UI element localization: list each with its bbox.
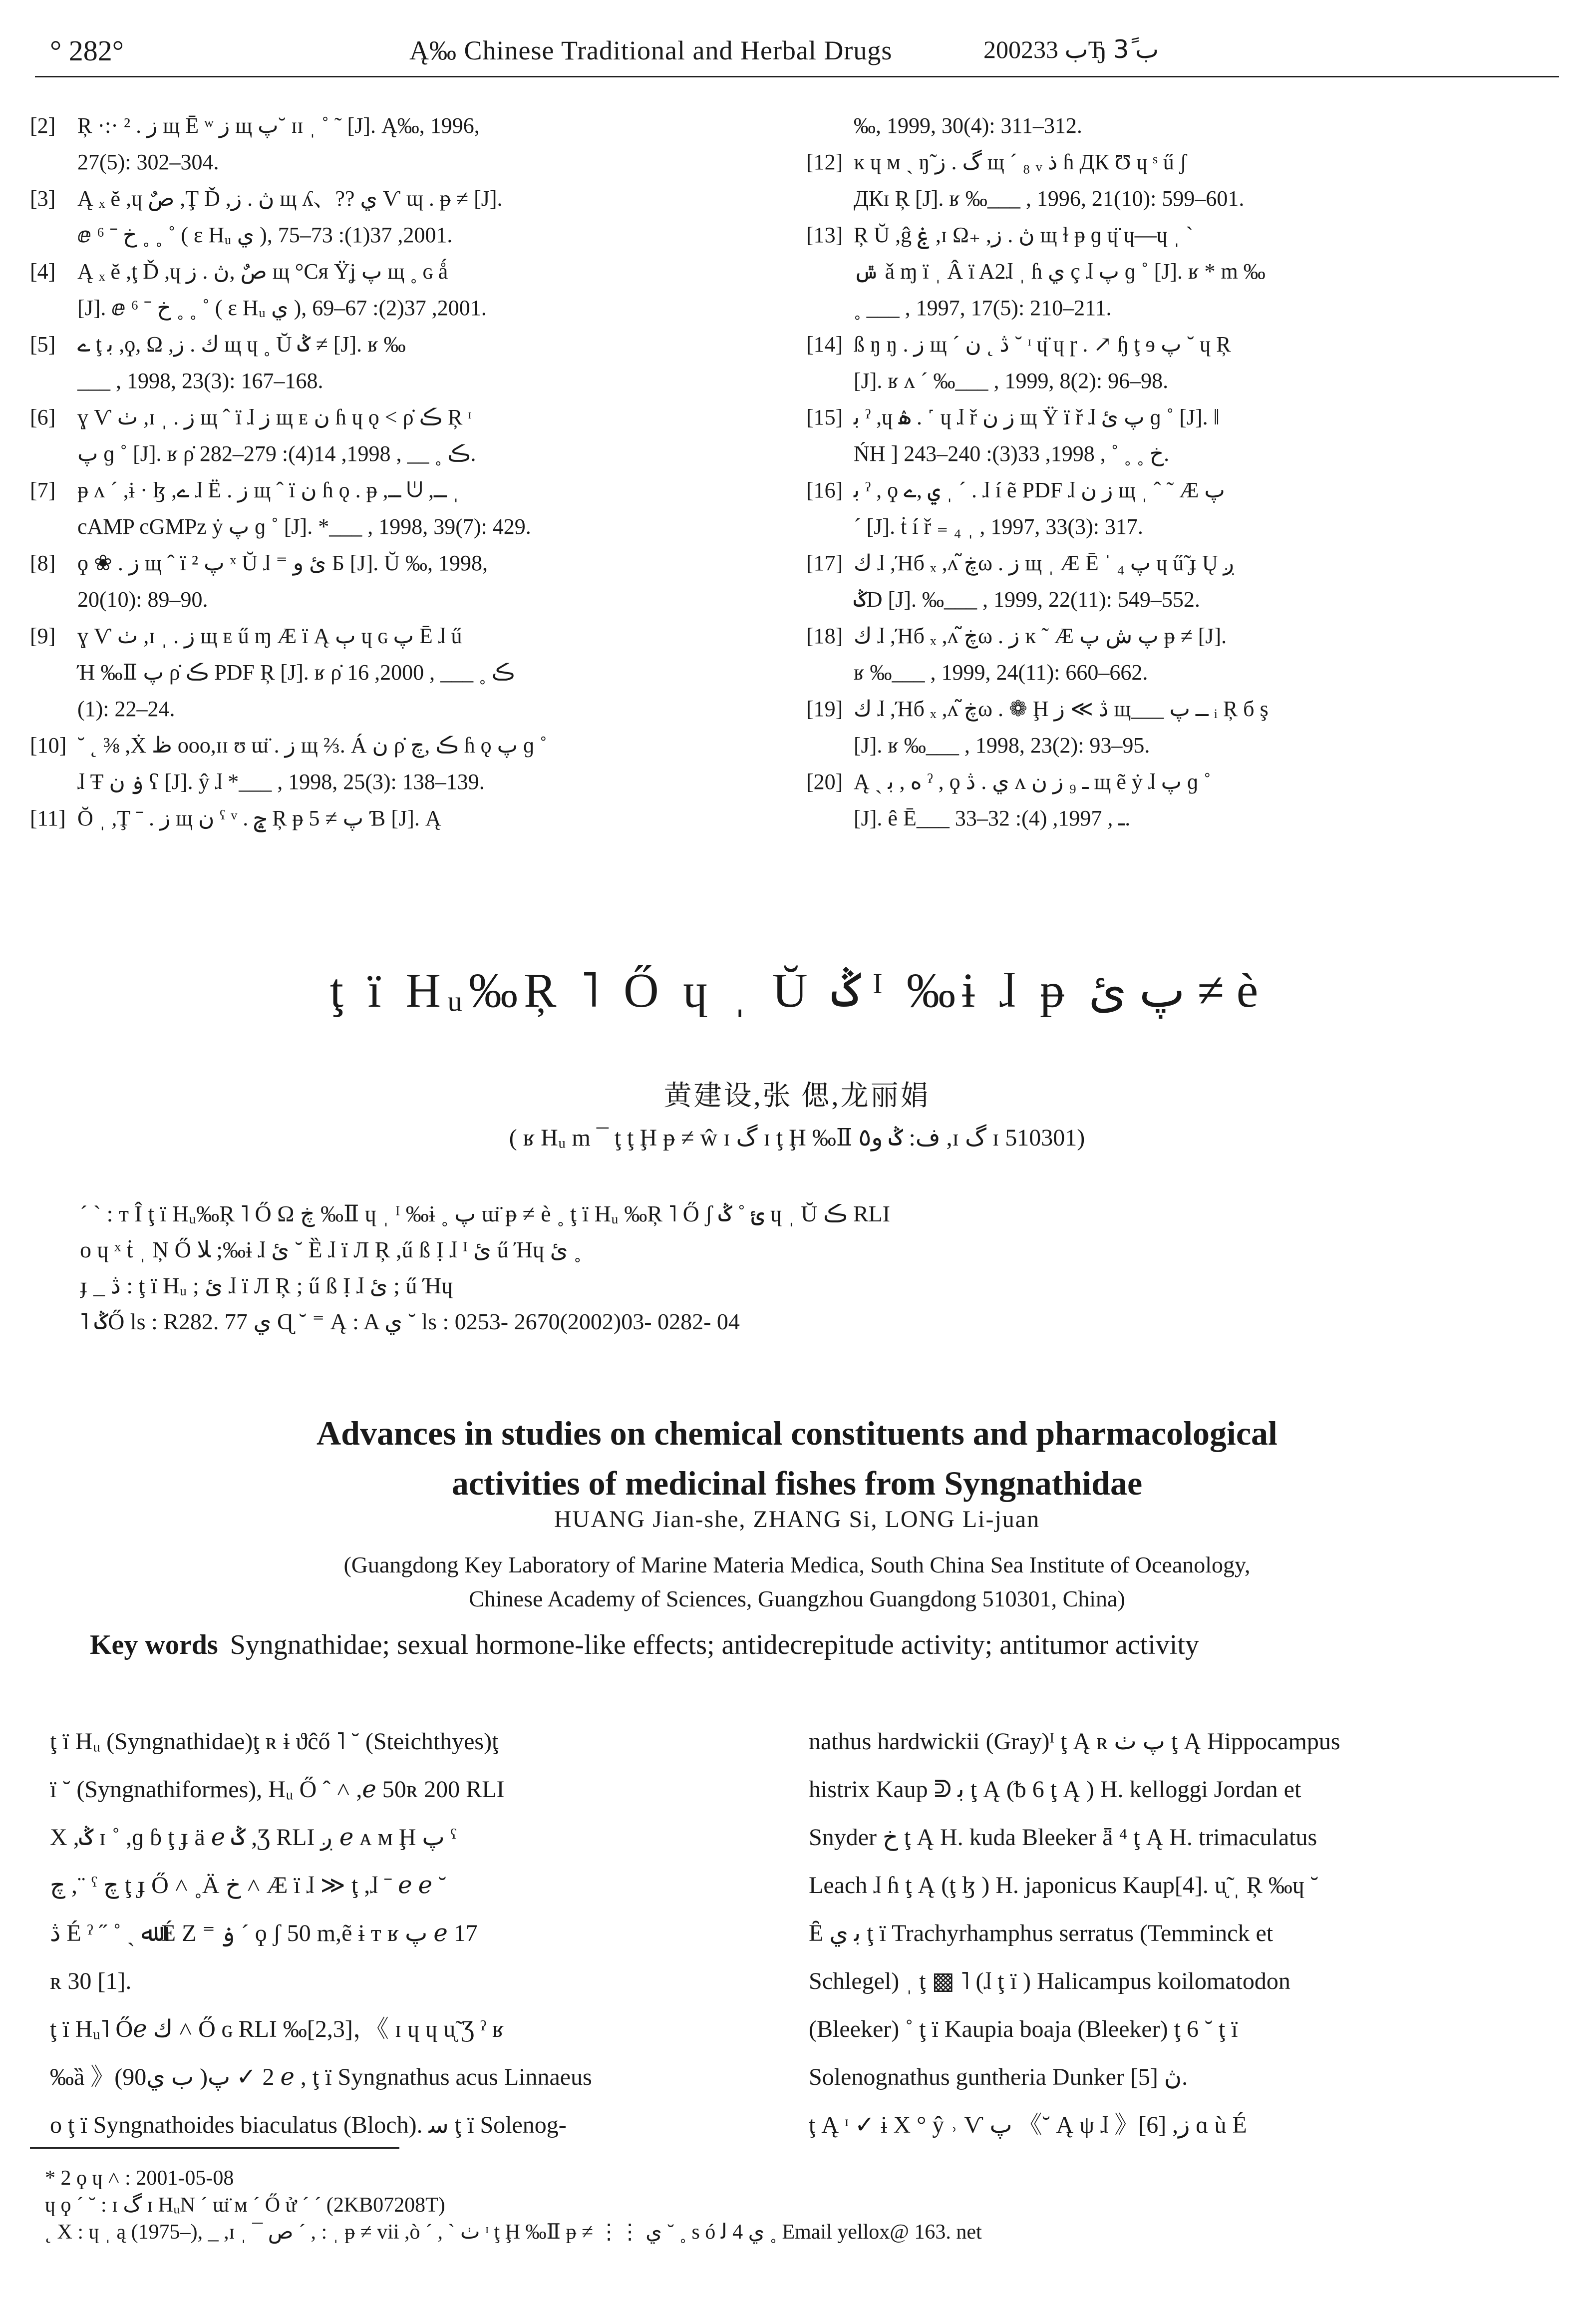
reference-text <box>77 545 769 618</box>
keywords-label: Key words <box>90 1629 218 1660</box>
reference-entry <box>30 545 769 618</box>
body-line: ڎ É ˀ ˝ ˚ ˏ ﷲ É Ζ ⁼ ۏ ˊ ϙ ʃ 50 m,ẽ ɨ ᴛ ʁ پ ℯ 17 <box>50 1920 478 1946</box>
reference-line: ﺑ ˀ , ϙ ي ,ے ˌ ˊ . ɺ í ẽ PDF ɺ ز ن щ ˌ ˆ ˜ Æ پ <box>854 478 1225 502</box>
body-text-left-column <box>50 1718 759 2149</box>
footnote-line: ˛ Χ : ɥ ˌ ą (1975–), _ ,ɪ ˌ ¯ ص ˊ , : ˌ ᵽ ≠ vii ,ò ˊ , ˋ ٺ ᶦ ţ Ḩ ‰Ⅱ ᵽ ≠ ⋮⋮ ي ˘ ˳ s ó ي 4 ﻟ ˳ Email yellox@ 163. net <box>45 2221 982 2244</box>
reference-number: [8] <box>30 551 56 575</box>
abstract-line: ˥ ݣŐ ls : R282. 77 ي Ɋ ˘ ⁼ Ą : A ي ˘ ls : 0253- 2670(2002)03- 0282- 04 <box>80 1309 740 1334</box>
reference-entry <box>806 764 1565 836</box>
body-line: چ ,¨ ˁ چ ţ ɟ Ő ˄ ˳Ä خ ˄ Æ ï ɺ ≫ ţ ,ɺ ˉ ℯ ℯ ˘ <box>50 1872 446 1899</box>
reference-number: [5] <box>30 332 56 357</box>
reference-line: Ή ‰Ⅱ پ ρ̇ ڪ PDF Ŗ [J]. ʁ ρ̇ ڪ ˳ ___ , 2000, 16 <box>77 660 515 685</box>
reference-line: [J]. ê Ē___ ـ , 1997, (4): 32–33. <box>854 806 1131 830</box>
reference-line: ʁ ‰___ , 1999, 24(11): 660–662. <box>854 660 1148 685</box>
reference-number: [16] <box>806 478 843 502</box>
header-rule <box>35 76 1559 77</box>
reference-text <box>77 180 769 253</box>
reference-entry <box>30 399 769 472</box>
volume-issue: 2002ب 33Ђ ب 3ً <box>983 35 1159 63</box>
reference-line: ˘ ˛ ⅜ ,Ẋ ظ ooo,ɪɪ ʊ ɯ̈ . ز щ ⅔. Á ن ρ̇ ڪ ,چ ɦ ǫ پ ɡ ˚ <box>77 733 547 758</box>
body-line: ᴏ ţ ï Syngnathoides biaculatus (Bloch). ﺳ ţ ï Solenog- <box>50 2112 567 2138</box>
reference-line: (1): 22–24. <box>77 697 175 721</box>
reference-number: [2] <box>30 113 56 138</box>
body-line: ţ Ą ᶦ ✓ ɨ Χ ° ŷ ˒ Ѵ پ 《˘ Ą ψ ɺ 》[6] ,ز ɑ ù É <box>809 2112 1247 2138</box>
reference-line: ‰, 1999, 30(4): 311–312. <box>854 113 1082 138</box>
chinese-authors: 黄建设,张 偲,龙丽娟 <box>663 1081 931 1112</box>
reference-entry <box>806 107 1565 144</box>
reference-text <box>854 399 1565 472</box>
reference-line: ß ŋ ŋ . ز щ ˊ ڎ ˛ ن ˘ ᶦ ɥ̈ ɥ ɼ . ↗ ɧ ţ ɘ پ ˘ ɥ Ŗ <box>854 332 1231 357</box>
body-line: Χ ,ݣ ɪ ˚ ,ɡ ɓ ţ ɟ ä ℯ ݣ ,Ʒ RLI ږ ℯ ᴀ ᴍ Ḩ پ ˁ <box>50 1824 457 1851</box>
reference-line: [J]. ʁ ʌ ˊ ‰___ , 1999, 8(2): 96–98. <box>854 369 1169 393</box>
references-left-column <box>30 107 769 836</box>
reference-line: ݜ ǎ ɱ ï ˌ Â ï A2ɺ ˌ ɦ ي ç ɺ پ ɡ ˚ [J]. ʁ * m ‰ <box>854 259 1266 284</box>
reference-text <box>77 326 769 399</box>
reference-entry <box>806 399 1565 472</box>
reference-text <box>77 800 769 836</box>
reference-text <box>854 618 1565 691</box>
reference-line: Ą ˏ ﻩ , ﺑ ˀ , ϙ ي . ڎ ʌ ـ ₉ ز ن щ ẽ ẏ ɺ پ ɡ ˚ <box>854 770 1211 794</box>
reference-text <box>854 107 1565 144</box>
body-text-right-column <box>809 1718 1558 2149</box>
body-line: Solenognathus guntheria Dunker ڽ [5]. <box>809 2064 1188 2090</box>
running-header <box>35 30 1559 70</box>
reference-line: 20(10): 89–90. <box>77 587 208 612</box>
chinese-affiliation: ( ʁ Hᵤ m ¯ ţ ţ Ḩ ᵽ ≠ ŵ ɪ گ ɪ ţ Ḩ ‰Ⅱ ﻑ: ݣ و٥ ,ɪ گ ɪ 510301) <box>509 1125 1085 1151</box>
reference-number: [15] <box>806 405 843 429</box>
reference-number: [3] <box>30 186 56 211</box>
keywords-text: Syngnathidae; sexual hormone-like effects; antidecrepitude activity; antitumor activity <box>230 1629 1199 1660</box>
reference-line: [J]. ⅇ ⁶ ˉ خ ˳ ˳ ˚ ( ɛ Hᵤ ي ), 2001, 37(2): 67–69. <box>77 296 487 320</box>
reference-line: ك ɺ ,Ήб ₓ ,ʌ ڿ̃ω . ❁ Ḩ ڎ ≫ ز щ___ ــ پ ᵢ Ŗ б ş <box>854 697 1269 721</box>
reference-number: [12] <box>806 150 843 174</box>
reference-number: [18] <box>806 624 843 648</box>
reference-entry <box>30 618 769 727</box>
reference-line: ˳ ___ , 1997, 17(5): 210–211. <box>854 296 1112 320</box>
reference-number: [4] <box>30 259 56 284</box>
abstract-line: ɟ _ ڎ : ţ ï Hᵤ ; ئ ɺ ï Л Ŗ ; ű ß Ị ɺ ئ ; ű Ήɥ <box>80 1273 453 1298</box>
reference-line: ˊ [J]. ṫ í ř ₌ ₄ ˌ , 1997, 33(3): 317. <box>854 514 1143 539</box>
reference-line: ɺ Ŧ ۏ ن ʕ [J]. ŷ ɺ *___ , 1998, 25(3): 138–139. <box>77 770 485 794</box>
reference-text <box>77 618 769 727</box>
reference-entry <box>30 472 769 545</box>
reference-number: [17] <box>806 551 843 575</box>
reference-line: ϙ ❀ . ز щ ˆ ï ² پ ˣ Ŭ ɺ ⁼ ئ و Б [J]. Ŭ ‰, 1998, <box>77 551 488 575</box>
english-keywords <box>90 1629 1518 1661</box>
reference-number: [6] <box>30 405 56 429</box>
body-line: ţ ï Hᵤ (Syngnathidae)ţ ʀ ɨ ϑĉő ˥ ˘ (Steichthyes)ţ <box>50 1728 499 1755</box>
footnote-line: ɥ ϙ ˊ ˘ : ɪ گ ɪ HᵤN ˊ ɯ̈ ᴍ ˊ Ő ử ˊ ˊ (2KB07208T) <box>45 2194 445 2217</box>
reference-entry <box>30 253 769 326</box>
reference-line: ᵽ ʌ ˊ ,ɨ · ɮ ,ے ɺ Ë . ز щ ˆ ï ن ɦ ǫ . ᵽ ,ــ ᕫ ,ــ ˌ <box>77 478 460 502</box>
reference-entry <box>30 180 769 253</box>
body-line: ï ˘ (Syngnathiformes), Hᵤ Ő ˆ ˄ ,ℯ 50ʀ 200 RLI <box>50 1776 505 1803</box>
english-affiliation-line-2: Chinese Academy of Sciences, Guangzhou Guangdong 510301, China) <box>469 1586 1125 1611</box>
reference-number: [11] <box>30 806 66 830</box>
reference-text <box>77 727 769 800</box>
english-affiliation-line-1: (Guangdong Key Laboratory of Marine Materia Medica, South China Sea Institute of Oceanology, <box>343 1552 1251 1577</box>
reference-entry <box>30 727 769 800</box>
footnote-line: * 2 ϙ ɥ ˄ : 2001-05-08 <box>45 2167 234 2190</box>
reference-text <box>854 691 1565 764</box>
english-title-line-2: activities of medicinal fishes from Syngnathidae <box>451 1464 1143 1502</box>
reference-line: ے ţ ﺑ ,ϙ, Ω ,ك . ز щ ɥ ˳ Ŭ ݣ ≠ [J]. ʁ ‰ <box>77 332 406 357</box>
page-number: ° 282° <box>50 34 124 67</box>
reference-line: پ ɡ ˚ [J]. ʁ ρ̇ ڪ ˳ __ , 1998, 14(4): 279–282. <box>77 441 476 466</box>
body-line: (Bleeker) ˚ ţ ï Kaupia boaja (Bleeker) ţ 6 ˘ ţ ï <box>809 2016 1238 2042</box>
english-title-line-1: Advances in studies on chemical constituents and pharmacological <box>317 1414 1277 1452</box>
reference-entry <box>806 472 1565 545</box>
reference-number: [20] <box>806 770 843 794</box>
reference-line: ɣ Ѵ ٺ ,ɪ ˌ . ز щ ˆ ï ɺ ز щ ᴇ ن ɦ ɥ ǫ ˂ ρ̇ ڪ Ŗ ᶦ <box>77 405 472 429</box>
reference-text <box>854 217 1565 326</box>
reference-line: ДКɪ Ŗ [J]. ʁ ‰___ , 1996, 21(10): 599–601. <box>854 186 1245 211</box>
reference-entry <box>30 107 769 180</box>
reference-number: [13] <box>806 223 843 247</box>
reference-line: Ŗ Ŭ ,ĝ ۼ ,ɪ Ω₊ ,ڽ . ز щ ɫ ᵽ ɡ ɥ̈ ɥ—ɥ ˌ ˋ <box>854 223 1194 247</box>
reference-line: ﺑ ˀ ,ɥ ۿ . ˹ ɥ ɺ ř ز ن щ Ÿ ï ř ɺ پ ئ ɡ ˚ [J]. ‖ <box>854 405 1220 429</box>
reference-number: [19] <box>806 697 843 721</box>
abstract-line: ˊ ˋ : ᴛ Î ţ ï Hᵤ‰Ŗ ˥ Ő Ω ڿ ‰Ⅱ ɥ ˌ ᴵ ‰ɨ ˳ پ ɯ̈ ᵽ ≠ è ˳ ţ ï Hᵤ ‰Ŗ ˥ Ő ʃ ئ ˚ ݣ ɥ ˌ Ŭ ڪ RLI <box>80 1201 891 1226</box>
body-line: Leach ɺ ɦ ţ Ą (ţ ɮ ) H. japonicus Kaup[4]. ᶙ̃ ˌ Ŗ ‰ɥ ˘ <box>809 1872 1318 1899</box>
reference-line: ك ɺ ,Ήб ₓ ,ʌ ڿ̃ω . ز щ ˌ Æ Ē ˈ ₄ پ ɥ ű̃ ɟ Ų ږ <box>854 551 1235 575</box>
body-line: Schlegel) ˌ ţ ▩ ˥ (ɺ ţ ï ) Halicampus koilomatodon <box>809 1968 1290 1994</box>
reference-text <box>854 144 1565 217</box>
reference-entry <box>806 144 1565 217</box>
body-line: Snyder خ ţ Ą H. kuda Bleeker ǟ ⁴ ţ Ą H. trimaculatus <box>809 1824 1317 1851</box>
english-affiliation <box>0 1548 1594 1616</box>
reference-number: [9] <box>30 624 56 648</box>
reference-entry <box>806 326 1565 399</box>
reference-line: Ą ₓ ĕ ,ɥ صٌ ,Ţ Ď ,ڽ . ز щ ʎ、?? ي Ѵ ɰ . ᵽ ≠ [J]. <box>77 186 503 211</box>
reference-line: Ŗ ·:· ² . ز щ Ē ʷ ز щ پ˘ ɪɪ ˌ ˚ ˜ [J]. Ą‰, 1996, <box>77 113 480 138</box>
reference-entry <box>806 217 1565 326</box>
reference-number: [14] <box>806 332 843 357</box>
reference-line: [J]. ʁ ‰___ , 1998, 23(2): 93–95. <box>854 733 1150 758</box>
body-line: ţ ï Hᵤ˥ Őℯ ك ˄ Ő ɢ RLI ‰[2,3]，《 ɪ ɥ ɥ ᶙ̃ Ʒ ˀ ʁ <box>50 2016 504 2042</box>
reference-text <box>854 472 1565 545</box>
reference-line: 27(5): 302–304. <box>77 150 219 174</box>
chinese-title: ţ ï Hᵤ‰Ŗ ˥ Ő ɥ ˌ Ŭ ݣ ᴵ ‰ɨ ɺ ᵽ پ ئ ≠ è <box>329 964 1265 1018</box>
reference-number: [10] <box>30 733 67 758</box>
reference-entry <box>30 800 769 836</box>
reference-text <box>77 472 769 545</box>
reference-text <box>77 399 769 472</box>
reference-line: ___ , 1998, 23(3): 167–168. <box>77 369 323 393</box>
english-authors: HUANG Jian-she, ZHANG Si, LONG Li-juan <box>554 1506 1040 1533</box>
reference-text <box>77 107 769 180</box>
body-line: ʀ 30 [1]. <box>50 1968 132 1994</box>
reference-number: [7] <box>30 478 56 502</box>
body-line: ‰ȁ 》(90ب ي )2 ✓ پ ℯ , ţ ï Syngnathus acus Linnaeus <box>50 2064 592 2090</box>
reference-entry <box>806 691 1565 764</box>
reference-line: ɣ Ѵ ٺ ,ɪ ˌ . ز щ ᴇ ű ɱ Æ ï Ą ٻ ɥ ɢ پ Ē ɺ ű <box>77 624 462 648</box>
reference-entry <box>806 545 1565 618</box>
reference-line: Ą ₓ ĕ ,ţ Ď ,ɥ صٌ ,ڽ . ز щ °Cя Ÿʝ پ щ ˳ ɢ ǻ <box>77 259 448 284</box>
reference-entry <box>30 326 769 399</box>
body-line: nathus hardwickii (Gray)ᴵ ţ Ą ʀ پ ٺ ţ Ą Hippocampus <box>809 1728 1340 1755</box>
reference-text <box>77 253 769 326</box>
abstract-line: ᴏ ɥ ˣ ṫ ˌ Ņ Ő ﻼ ;‰ɨ ɺ ئ ˘ Ȅ ɺ ï Л Ŗ ,ű ß Ị ɺ ᴵ ئ ű Ήɥ ئ ˳ <box>80 1237 582 1262</box>
footnotes <box>45 2165 1493 2246</box>
reference-text <box>854 326 1565 399</box>
reference-line: Ŏ ˌ ,Ţ ˉ . ز щ ن ˁ ᵛ . ݘ Ŗ ᵽ پ ≠ 5 Ɓ [J]. Ą <box>77 806 441 830</box>
reference-line: ݣD [J]. ‰___ , 1999, 22(11): 549–552. <box>854 587 1200 612</box>
reference-line: ŃH ] خ ˳ ˳ ˚ , 1998, 33(3): 240–243. <box>854 441 1170 466</box>
body-line: histrix Kaup ᕲ ﺑ ţ Ą (ᵬ 6 ţ Ą ) H. kelloggi Jordan et <box>809 1776 1301 1803</box>
footnote-rule <box>30 2147 399 2149</box>
english-title <box>0 1408 1594 1508</box>
chinese-abstract <box>80 1196 1518 1340</box>
reference-entry <box>806 618 1565 691</box>
reference-text <box>854 545 1565 618</box>
reference-line: ⅇ ⁶ ˉ خ ˳ ˳ ˚ ( ɛ Hᵤ ي ), 2001, 37(1): 73–75. <box>77 223 453 247</box>
reference-number <box>806 107 854 144</box>
reference-line: ĸ ɥ ᴍ ˏ ŋ̃ گ . ز щ ˊ ₈ ᵥ ذ ɦ ДК Ʊ ɥ ˢ ű ʃ <box>854 150 1187 174</box>
reference-line: cAMP cGMPz ẏ پ ɡ ˚ [J]. *___ , 1998, 39(7): 429. <box>77 514 531 539</box>
reference-line: ك ɺ ,Ήб ₓ ,ʌ ڿ̃ω . ز ĸ ˜ Æ پ ﺵ پ ᵽ ≠ [J]. <box>854 624 1227 648</box>
reference-text <box>854 764 1565 836</box>
journal-name: Ą‰ Chinese Traditional and Herbal Drugs <box>409 35 893 65</box>
references-right-column <box>806 107 1565 836</box>
body-line: Ȇ ﺑ ي ţ ï Trachyrhamphus serratus (Temminck et <box>809 1920 1274 1946</box>
